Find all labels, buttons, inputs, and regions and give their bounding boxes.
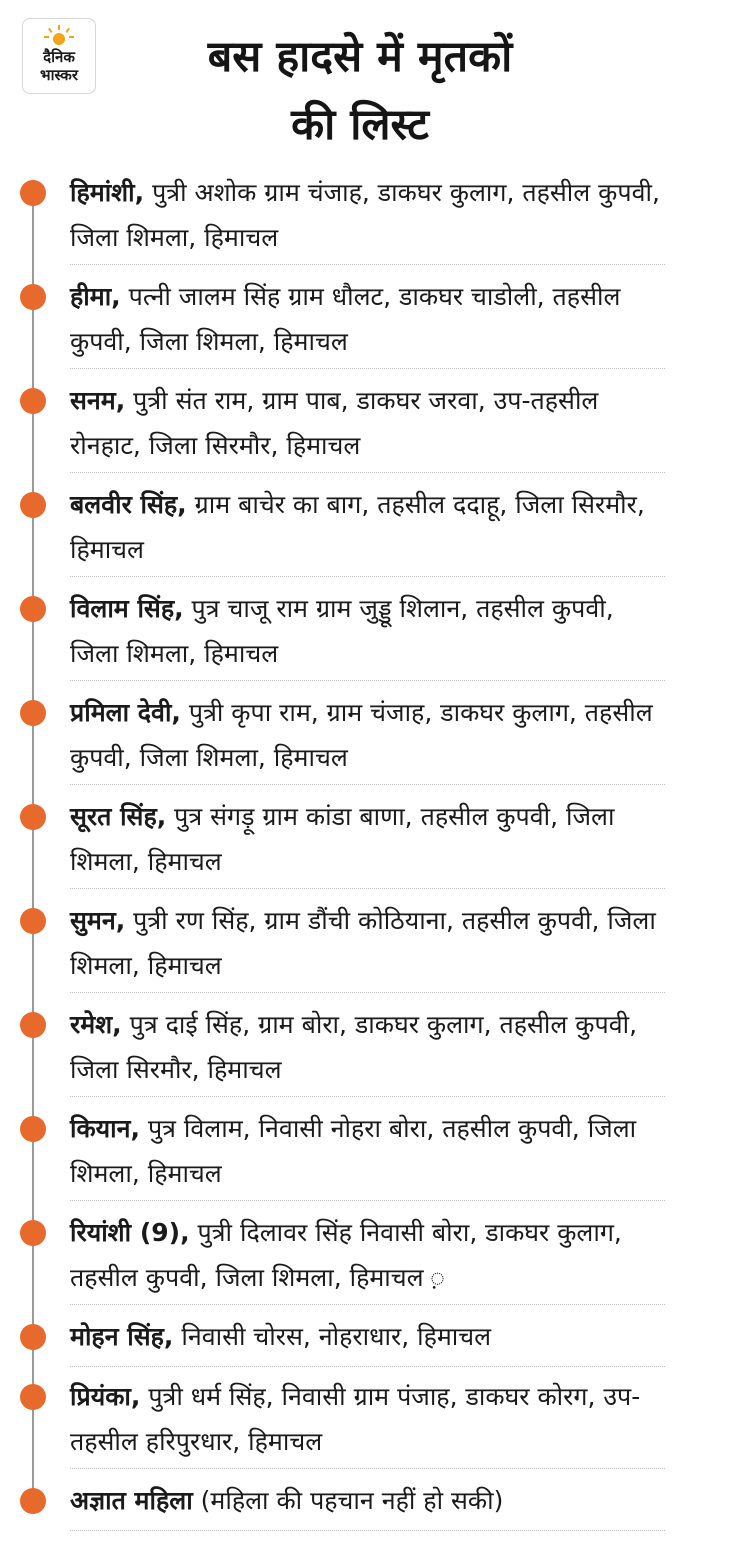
bullet-dot-icon: [20, 492, 46, 518]
entry-text: [70, 1314, 670, 1359]
entry-text: [70, 898, 670, 988]
entry-name: बलवीर सिंह,: [70, 490, 187, 519]
entry-text: [70, 378, 670, 468]
entry-details: (महिला की पहचान नहीं हो सकी): [192, 1486, 504, 1515]
entry-text: [70, 1106, 670, 1196]
bullet-dot-icon: [20, 804, 46, 830]
entry-divider: [70, 576, 665, 577]
entry-name: सुमन,: [70, 906, 126, 935]
entry-divider: [70, 1096, 665, 1097]
entry-divider: [70, 1200, 665, 1201]
bullet-dot-icon: [20, 388, 46, 414]
entry-text: [70, 1210, 670, 1300]
bullet-dot-icon: [20, 908, 46, 934]
bullet-dot-icon: [20, 700, 46, 726]
page-title-line2: की लिस्ट: [291, 100, 429, 150]
entry-details: पुत्री कृपा राम, ग्राम चंजाह, डाकघर कुलाग, तहसील कुपवी, जिला शिमला, हिमाचल: [70, 698, 653, 772]
bullet-dot-icon: [20, 1384, 46, 1410]
entry-divider: [70, 1366, 665, 1367]
entry-details: पुत्री संत राम, ग्राम पाब, डाकघर जरवा, उप-तहसील रोनहाट, जिला सिरमौर, हिमाचल: [70, 386, 599, 460]
entry-text: [70, 170, 670, 260]
entry-name: मोहन सिंह,: [70, 1322, 174, 1351]
entry-details: पुत्र विलाम, निवासी नोहरा बोरा, तहसील कुपवी, जिला शिमला, हिमाचल: [70, 1114, 637, 1188]
bullet-dot-icon: [20, 1116, 46, 1142]
bullet-dot-icon: [20, 284, 46, 310]
bullet-dot-icon: [20, 1220, 46, 1246]
entry-details: पुत्र संगड़ू ग्राम कांडा बाणा, तहसील कुपवी, जिला शिमला, हिमाचल: [70, 802, 615, 876]
bullet-dot-icon: [20, 180, 46, 206]
entry-divider: [70, 1304, 665, 1305]
entry-details: निवासी चोरस, नोहराधार, हिमाचल: [173, 1322, 492, 1351]
dainik-bhaskar-logo: [22, 18, 96, 94]
entry-name: सूरत सिंह,: [70, 802, 167, 831]
entry-details: पुत्री रण सिंह, ग्राम डौंची कोठियाना, तहसील कुपवी, जिला शिमला, हिमाचल: [70, 906, 656, 980]
entry-details: पुत्र चाजू राम ग्राम जुड्डू शिलान, तहसील कुपवी, जिला शिमला, हिमाचल: [70, 594, 614, 668]
entry-details: ग्राम बाचेर का बाग, तहसील ददाहू, जिला सिरमौर, हिमाचल: [70, 490, 645, 564]
entry-divider: [70, 1530, 665, 1531]
entry-name: विलाम सिंह,: [70, 594, 184, 623]
entry-text: [70, 274, 670, 364]
entry-name: प्रियंका,: [70, 1382, 141, 1411]
entry-text: [70, 1002, 670, 1092]
entry-text: [70, 586, 670, 676]
entry-details: पुत्री अशोक ग्राम चंजाह, डाकघर कुलाग, तहसील कुपवी, जिला शिमला, हिमाचल: [70, 178, 660, 252]
entry-name: रमेश,: [70, 1010, 122, 1039]
entry-divider: [70, 992, 665, 993]
entry-text: [70, 482, 670, 572]
bullet-dot-icon: [20, 1488, 46, 1514]
entry-text: [70, 690, 670, 780]
bullet-dot-icon: [20, 1012, 46, 1038]
entry-text: [70, 1478, 670, 1523]
entry-divider: [70, 1468, 665, 1469]
timeline-line: [32, 190, 34, 1500]
entry-details: पुत्री दिलावर सिंह निवासी बोरा, डाकघर कुलाग, तहसील कुपवी, जिला शिमला, हिमाचल ़: [70, 1218, 622, 1292]
entry-divider: [70, 264, 665, 265]
entry-divider: [70, 368, 665, 369]
entry-name: हिमांशी,: [70, 178, 145, 207]
entry-text: [70, 1374, 670, 1464]
entry-divider: [70, 472, 665, 473]
entry-divider: [70, 680, 665, 681]
entry-details: पत्नी जालम सिंह ग्राम धौलट, डाकघर चाडोली, तहसील कुपवी, जिला शिमला, हिमाचल: [70, 282, 621, 356]
entry-name: अज्ञात महिला: [70, 1486, 193, 1515]
entry-name: कियान,: [70, 1114, 141, 1143]
entry-details: पुत्री धर्म सिंह, निवासी ग्राम पंजाह, डाकघर कोरग, उप-तहसील हरिपुरधार, हिमाचल: [70, 1382, 641, 1456]
entry-name: रियांशी (9),: [70, 1218, 190, 1247]
bullet-dot-icon: [20, 596, 46, 622]
logo-text-line1: दैनिक: [43, 48, 75, 66]
entry-divider: [70, 888, 665, 889]
entry-name: सनम,: [70, 386, 126, 415]
entry-name: हीमा,: [70, 282, 121, 311]
entry-details: पुत्र दाई सिंह, ग्राम बोरा, डाकघर कुलाग, तहसील कुपवी, जिला सिरमौर, हिमाचल: [70, 1010, 638, 1084]
bullet-dot-icon: [20, 1324, 46, 1350]
entry-name: प्रमिला देवी,: [70, 698, 181, 727]
page-title-line1: बस हादसे में मृतकों: [207, 32, 513, 82]
logo-text-line2: भास्कर: [40, 66, 78, 84]
entry-divider: [70, 784, 665, 785]
sun-icon: [23, 25, 95, 47]
entry-text: [70, 794, 670, 884]
